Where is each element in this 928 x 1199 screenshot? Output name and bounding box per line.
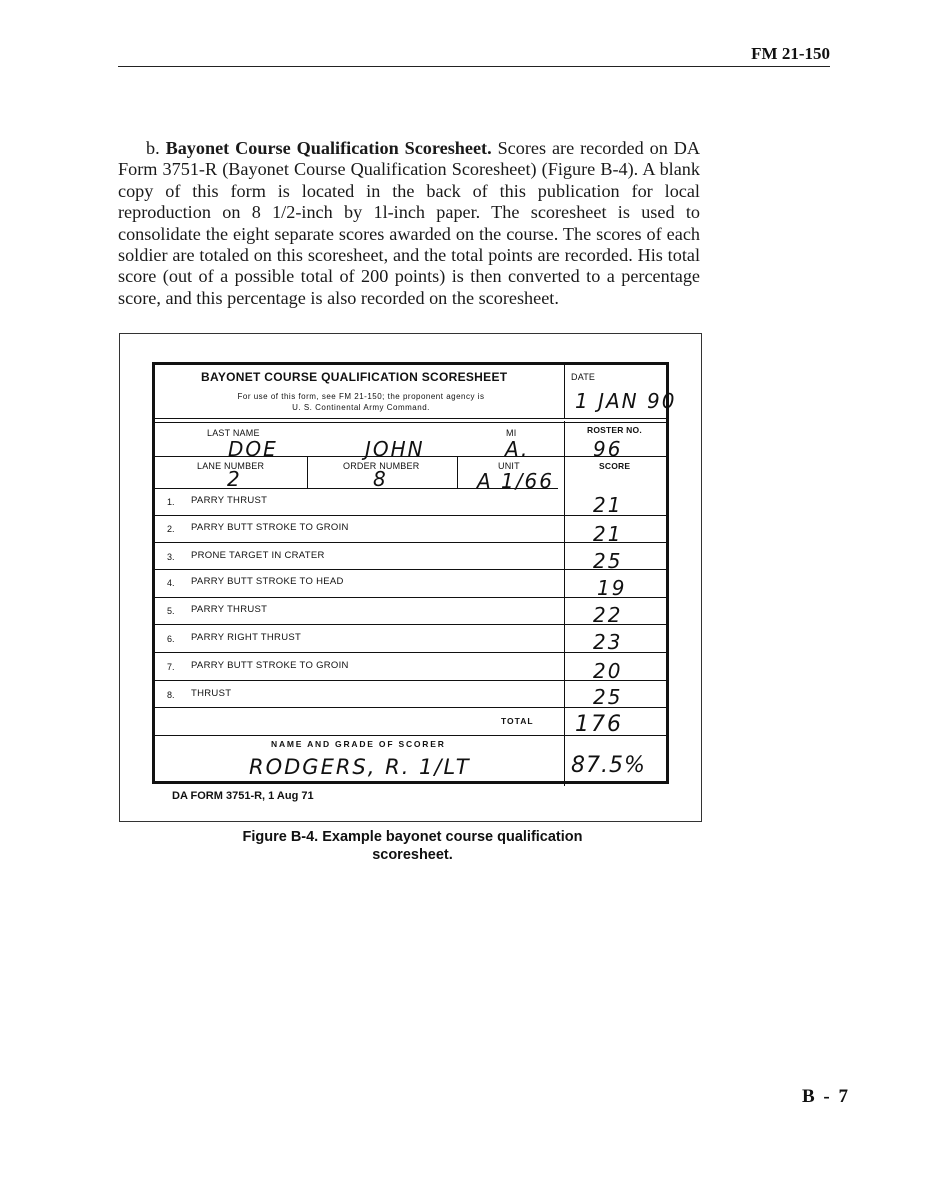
row-line bbox=[155, 707, 666, 708]
row-line bbox=[155, 652, 666, 653]
total-row-bottom bbox=[155, 735, 666, 736]
date-value: 1 JAN 90 bbox=[575, 389, 677, 413]
header-rule bbox=[118, 66, 830, 67]
item-number: 7. bbox=[167, 662, 175, 672]
date-label: DATE bbox=[571, 372, 596, 382]
item-score: 21 bbox=[593, 522, 623, 546]
row-line bbox=[155, 569, 666, 570]
unit-value: A 1/66 bbox=[477, 469, 554, 493]
form-subtitle bbox=[201, 391, 521, 413]
order-number-value: 8 bbox=[373, 467, 388, 491]
mi-value: A. bbox=[505, 437, 530, 461]
lane-number-label: LANE NUMBER bbox=[197, 461, 265, 471]
item-number: 3. bbox=[167, 552, 175, 562]
header-code: FM 21-150 bbox=[751, 44, 830, 63]
first-name-value: JOHN bbox=[365, 437, 425, 461]
row-line bbox=[155, 542, 666, 543]
lane-row-bottom bbox=[155, 488, 558, 489]
paragraph-lead: b. bbox=[146, 138, 160, 158]
percent-value: 87.5% bbox=[571, 753, 646, 778]
total-value: 176 bbox=[575, 712, 623, 737]
item-number: 5. bbox=[167, 606, 175, 616]
row-line bbox=[155, 597, 666, 598]
item-label: PARRY RIGHT THRUST bbox=[191, 632, 302, 643]
item-number: 8. bbox=[167, 690, 175, 700]
row-line bbox=[155, 624, 666, 625]
item-label: PARRY BUTT STROKE TO GROIN bbox=[191, 660, 349, 671]
item-score: 20 bbox=[593, 659, 623, 683]
figure-caption bbox=[200, 828, 625, 864]
unit-label: UNIT bbox=[498, 461, 520, 471]
header-bottom-line bbox=[155, 418, 666, 419]
item-score: 19 bbox=[597, 576, 627, 600]
order-number-label: ORDER NUMBER bbox=[343, 461, 420, 471]
item-score: 21 bbox=[593, 493, 623, 517]
lane-number-value: 2 bbox=[227, 467, 242, 491]
item-label: PARRY BUTT STROKE TO GROIN bbox=[191, 522, 349, 533]
paragraph-text: Scores are recorded on DA Form 3751-R (Bayonet Course Qualification Scoresheet) (Figure B-4). A blank copy of this form is located in the back of this publication for local reproduction on 8 1/2-inch by 1l-inch paper. The scoresheet is used to consolidate the eight separate scores awarded on the course. The scores of each soldier are totaled on this scoresheet, and the total points are recorded. His total score (out of a possible total of 200 points) is then converted to a percentage score, and this percentage is also recorded on the scoresheet. bbox=[118, 138, 700, 308]
roster-value: 96 bbox=[593, 437, 623, 461]
paragraph-bold-title: Bayonet Course Qualification Scoresheet. bbox=[165, 138, 492, 158]
item-label: PARRY BUTT STROKE TO HEAD bbox=[191, 576, 344, 587]
item-number: 6. bbox=[167, 634, 175, 644]
date-divider bbox=[564, 365, 565, 419]
row-line bbox=[155, 680, 666, 681]
total-label: TOTAL bbox=[501, 716, 534, 726]
caption-line2: scoresheet. bbox=[372, 847, 453, 863]
form-title: BAYONET COURSE QUALIFICATION SCORESHEET bbox=[201, 370, 508, 384]
name-row-bottom bbox=[155, 456, 666, 457]
item-number: 1. bbox=[167, 497, 175, 507]
row-line bbox=[155, 515, 666, 516]
score-label: SCORE bbox=[599, 461, 631, 471]
item-score: 22 bbox=[593, 603, 623, 627]
scorer-value: RODGERS, R. 1/LT bbox=[249, 755, 471, 779]
form-id: DA FORM 3751-R, 1 Aug 71 bbox=[172, 790, 314, 802]
item-score: 25 bbox=[593, 549, 623, 573]
header-bottom-line-double bbox=[155, 422, 666, 423]
roster-divider bbox=[564, 421, 565, 786]
item-number: 4. bbox=[167, 578, 175, 588]
scorer-label: NAME AND GRADE OF SCORER bbox=[271, 739, 446, 749]
item-label: PARRY THRUST bbox=[191, 604, 268, 615]
mi-label: MI bbox=[506, 428, 517, 438]
item-label: PRONE TARGET IN CRATER bbox=[191, 550, 325, 561]
item-score: 25 bbox=[593, 685, 623, 709]
last-name-label: LAST NAME bbox=[207, 428, 260, 438]
body-paragraph bbox=[118, 138, 700, 309]
lane-order-divider bbox=[307, 456, 308, 489]
last-name-value: DOE bbox=[228, 437, 278, 461]
item-number: 2. bbox=[167, 524, 175, 534]
caption-line1: Figure B-4. Example bayonet course qualification bbox=[242, 829, 583, 845]
roster-label: ROSTER NO. bbox=[587, 425, 642, 435]
item-label: THRUST bbox=[191, 688, 232, 699]
scoresheet-form bbox=[152, 362, 677, 784]
form-subtitle-line2: U. S. Continental Army Command. bbox=[292, 403, 430, 412]
page-number: B - 7 bbox=[802, 1086, 850, 1107]
item-label: PARRY THRUST bbox=[191, 495, 268, 506]
item-score: 23 bbox=[593, 630, 623, 654]
form-subtitle-line1: For use of this form, see FM 21-150; the proponent agency is bbox=[237, 392, 485, 401]
order-unit-divider bbox=[457, 456, 458, 489]
